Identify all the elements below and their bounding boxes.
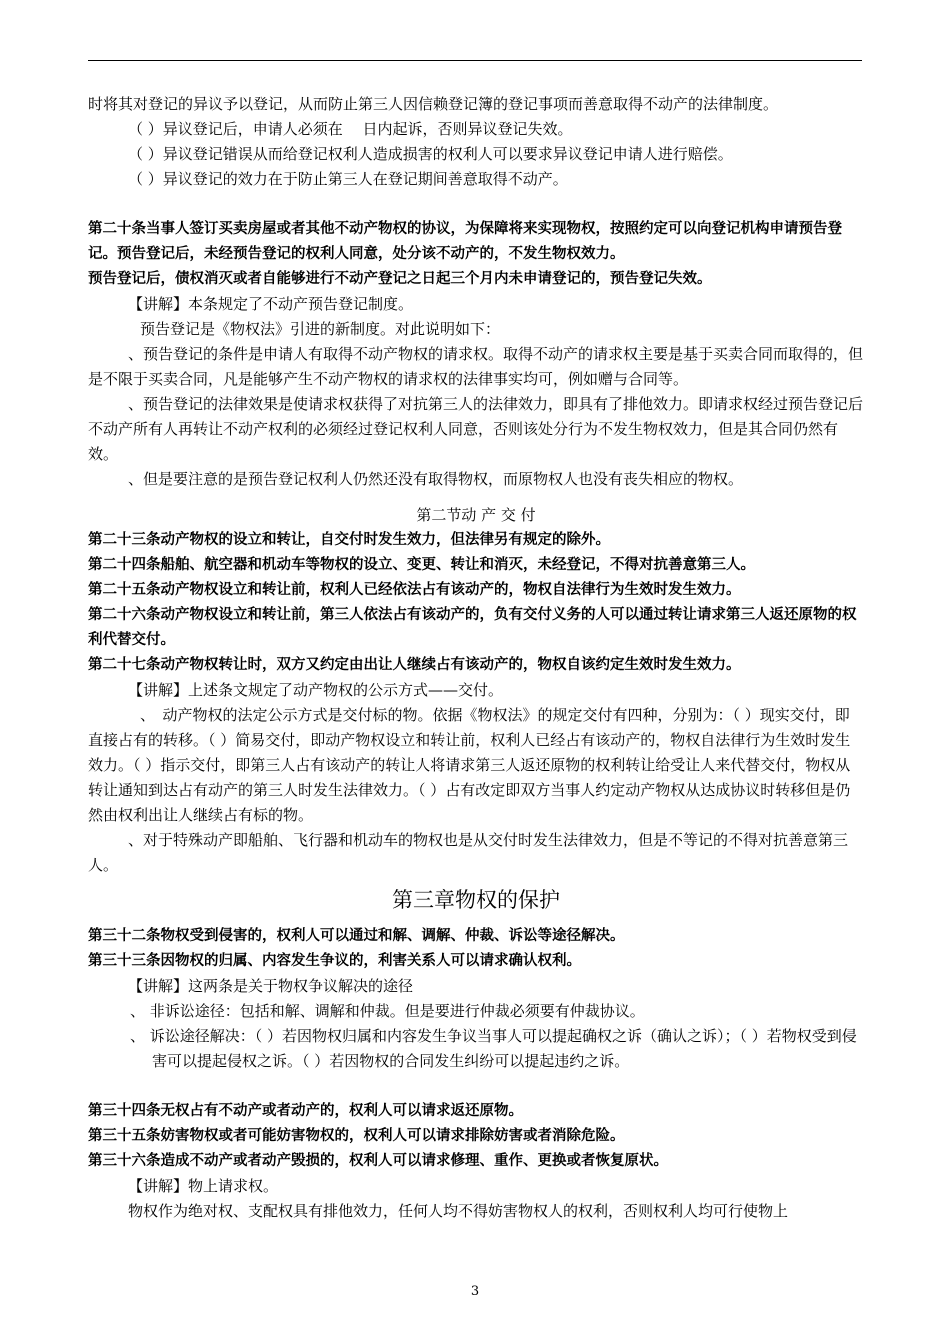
section-heading: 第二节动 产 交 付 xyxy=(416,506,536,524)
article-33: 第三十三条因物权的归属、内容发生争议的，利害关系人可以请求确认权利。 xyxy=(88,953,581,969)
article-26: 第二十六条动产物权设立和转让前，第三人依法占有该动产的，负有交付义务的人可以通过转让请求第三人返还原物的权利代替交付。 xyxy=(88,607,857,648)
explanation-list-item: 、 诉讼途径解决：（ ）若因物权归属和内容发生争议当事人可以提起确权之诉（确认之诉）；（ ）若物权受到侵害可以提起侵权之诉。（ ）若因物权的合同发生纠纷可以提起违约之诉。 xyxy=(130,1027,857,1070)
explanation-heading: 【讲解】物上请求权。 xyxy=(128,1177,279,1195)
article-36: 第三十六条造成不动产或者动产毁损的，权利人可以请求修理、重作、更换或者恢复原状。 xyxy=(88,1153,668,1169)
chapter-title: 第三章物权的保护 xyxy=(392,888,560,912)
explanation-heading: 【讲解】上述条文规定了动产物权的公示方式——交付。 xyxy=(128,681,504,699)
page-number: 3 xyxy=(470,1284,480,1299)
article-27: 第二十七条动产物权转让时，双方又约定由出让人继续占有该动产的，物权自该约定生效时发生效力。 xyxy=(88,657,741,673)
explanation-heading: 【讲解】这两条是关于物权争议解决的途径 xyxy=(128,977,414,995)
article-35: 第三十五条妨害物权或者可能妨害物权的，权利人可以请求排除妨害或者消除危险。 xyxy=(88,1128,625,1144)
explanation-paragraph: 物权作为绝对权、支配权具有排他效力，任何人均不得妨害物权人的权利，否则权利人均可行使物上 xyxy=(128,1202,789,1220)
spacer xyxy=(88,1074,864,1099)
explanation-paragraph: 、 动产物权的法定公示方式是交付标的物。依据《物权法》的规定交付有四种，分别为：（ ）现实交付，即直接占有的转移。（ ）简易交付，即动产物权设立和转让前，权利人已经占有该动产的，物权自法律行为生效时发生效力。（ ）指示交付，即第三人占有该动产的转让人将请求第三人返还原物的权利转让给受让人来代替交付，物权从转让通知到达占有动产的第三人时发生法律效力。（ ）占有改定即双方当事人约定动产物权从达成协议时转移但是仍然由权利出让人继续占有标的物。 xyxy=(88,706,851,824)
article-32: 第三十二条物权受到侵害的，权利人可以通过和解、调解、仲裁、诉讼等途径解决。 xyxy=(88,928,625,944)
paragraph-continuation: 时将其对登记的异议予以登记，从而防止第三人因信赖登记簿的登记事项而善意取得不动产的法律制度。 xyxy=(88,95,779,113)
quiz-item-2: （ ）异议登记错误从而给登记权利人造成损害的权利人可以要求异议登记申请人进行赔偿。 xyxy=(128,145,733,163)
article-25: 第二十五条动产物权设立和转让前，权利人已经依法占有该动产的，物权自法律行为生效时发生效力。 xyxy=(88,582,741,598)
explanation-paragraph: 预告登记是《物权法》引进的新制度。对此说明如下： xyxy=(140,320,501,338)
article-34: 第三十四条无权占有不动产或者动产的，权利人可以请求返还原物。 xyxy=(88,1103,523,1119)
article-23: 第二十三条动产物权的设立和转让，自交付时发生效力，但法律另有规定的除外。 xyxy=(88,532,610,548)
explanation-heading: 【讲解】本条规定了不动产预告登记制度。 xyxy=(128,295,414,313)
quiz-item-3: （ ）异议登记的效力在于防止第三人在登记期间善意取得不动产。 xyxy=(128,170,568,188)
explanation-list-item: 、 非诉讼途径：包括和解、调解和仲裁。但是要进行仲裁必须要有仲裁协议。 xyxy=(130,1002,645,1020)
article-20-continued: 预告登记后，债权消灭或者自能够进行不动产登记之日起三个月内未申请登记的，预告登记失效。 xyxy=(88,271,712,287)
explanation-paragraph: 、对于特殊动产即船舶、飞行器和机动车的物权也是从交付时发生法律效力，但是不等记的不得对抗善意第三人。 xyxy=(88,831,849,874)
article-24: 第二十四条船舶、航空器和机动车等物权的设立、变更、转让和消灭，未经登记，不得对抗善意第三人。 xyxy=(88,557,755,573)
explanation-paragraph: 、预告登记的条件是申请人有取得不动产物权的请求权。取得不动产的请求权主要是基于买卖合同而取得的，但是不限于买卖合同，凡是能够产生不动产物权的请求权的法律事实均可，例如赠与合同等。 xyxy=(88,345,864,388)
explanation-paragraph: 、但是要注意的是预告登记权利人仍然还没有取得物权，而原物权人也没有丧失相应的物权。 xyxy=(128,470,744,488)
document-body xyxy=(88,92,864,1224)
article-20: 第二十条当事人签订买卖房屋或者其他不动产物权的协议，为保障将来实现物权，按照约定可以向登记机构申请预告登记。预告登记后，未经预告登记的权利人同意，处分该不动产的，不发生物权效力。 xyxy=(88,221,842,262)
explanation-paragraph: 、预告登记的法律效果是使请求权获得了对抗第三人的法律效力，即具有了排他效力。即请求权经过预告登记后不动产所有人再转让不动产权利的必须经过登记权利人同意，否则该处分行为不发生物权效力，但是其合同仍然有效。 xyxy=(88,395,864,463)
header-rule xyxy=(88,60,862,61)
spacer xyxy=(88,192,864,217)
quiz-item-1: （ ）异议登记后，申请人必须在 日内起诉，否则异议登记失效。 xyxy=(128,120,573,138)
